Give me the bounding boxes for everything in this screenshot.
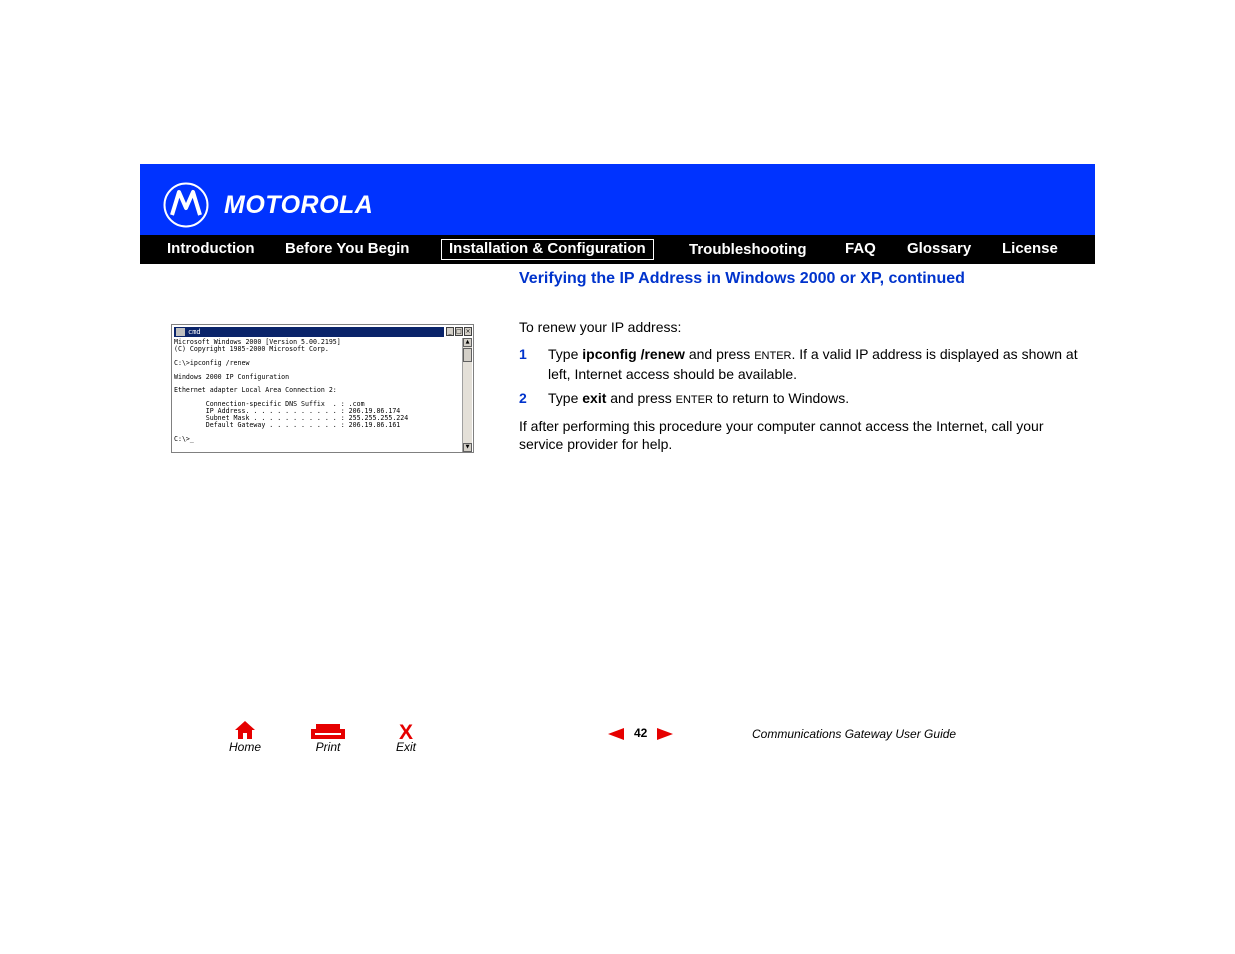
step-number: 2 bbox=[519, 390, 527, 406]
motorola-logo-icon bbox=[163, 182, 209, 228]
exit-icon: X bbox=[398, 721, 413, 744]
cmd-line: Windows 2000 IP Configuration bbox=[174, 372, 290, 381]
close-icon: × bbox=[465, 328, 471, 335]
printer-icon bbox=[310, 724, 346, 740]
minimize-icon: _ bbox=[446, 327, 454, 336]
intro-text: To renew your IP address: bbox=[519, 319, 682, 335]
cmd-line: Connection-specific DNS Suffix . : .com bbox=[174, 400, 365, 409]
cmd-line: C:\>_ bbox=[174, 434, 194, 443]
cmd-title-text: cmd bbox=[188, 328, 201, 336]
cmd-window-screenshot bbox=[171, 324, 474, 453]
next-page-arrow-icon[interactable] bbox=[657, 728, 673, 740]
home-icon bbox=[234, 720, 256, 740]
nav-troubleshooting[interactable]: Troubleshooting bbox=[689, 241, 807, 258]
cmd-window-controls bbox=[446, 327, 472, 337]
exit-label: Exit bbox=[395, 740, 416, 754]
cmd-line: Subnet Mask . . . . . . . . . . . : 255.255.255.224 bbox=[174, 413, 409, 422]
exit-button[interactable] bbox=[388, 722, 424, 754]
closing-paragraph: If after performing this procedure your computer cannot access the Internet, call your service provider for help. bbox=[519, 418, 1044, 452]
cmd-line: C:\>ipconfig /renew bbox=[174, 358, 250, 367]
nav-license[interactable]: License bbox=[1002, 240, 1058, 257]
command-text: ipconfig /renew bbox=[582, 346, 685, 362]
cmd-scrollbar bbox=[462, 338, 472, 452]
step-text: Type ipconfig /renew and press ENTER. If a valid IP address is displayed as shown at left, Internet access should be available. bbox=[548, 346, 1078, 382]
cmd-titlebar bbox=[174, 327, 444, 337]
cmd-line bbox=[174, 429, 462, 436]
command-text: exit bbox=[582, 390, 607, 406]
key-name: ENTER bbox=[675, 394, 713, 406]
key-name: ENTER bbox=[754, 350, 792, 362]
print-button[interactable] bbox=[307, 724, 349, 754]
cmd-output bbox=[174, 339, 462, 451]
nav-before-you-begin[interactable]: Before You Begin bbox=[285, 240, 410, 257]
step-number: 1 bbox=[519, 346, 527, 362]
cmd-window-icon bbox=[176, 328, 185, 336]
scroll-up-icon: ▲ bbox=[463, 338, 472, 347]
cmd-line: Default Gateway . . . . . . . . . : 206.19.86.161 bbox=[174, 420, 401, 429]
step-text: Type exit and press ENTER to return to Windows. bbox=[548, 390, 850, 406]
nav-installation-configuration[interactable]: Installation & Configuration bbox=[441, 239, 654, 260]
cmd-line: Ethernet adapter Local Area Connection 2: bbox=[174, 386, 337, 395]
guide-title: Communications Gateway User Guide bbox=[752, 727, 957, 741]
nav-faq[interactable]: FAQ bbox=[845, 240, 876, 257]
cmd-line: (C) Copyright 1985-2000 Microsoft Corp. bbox=[174, 344, 329, 353]
cmd-line: IP Address. . . . . . . . . . . . : 206.19.86.174 bbox=[174, 407, 401, 416]
cmd-line: Microsoft Windows 2000 [Version 5.00.2195] bbox=[174, 338, 341, 346]
page-number: 42 bbox=[634, 726, 648, 740]
previous-page-arrow-icon[interactable] bbox=[608, 728, 624, 740]
nav-glossary[interactable]: Glossary bbox=[907, 240, 972, 257]
maximize-icon: □ bbox=[456, 328, 462, 335]
nav-introduction[interactable]: Introduction bbox=[167, 240, 255, 257]
brand-wordmark: MOTOROLA bbox=[224, 191, 374, 219]
section-title: Verifying the IP Address in Windows 2000 or XP, continued bbox=[519, 270, 965, 287]
print-label: Print bbox=[315, 740, 341, 754]
home-button[interactable] bbox=[224, 720, 266, 754]
scroll-thumb bbox=[463, 348, 472, 362]
scroll-down-icon: ▼ bbox=[463, 443, 472, 452]
main-nav bbox=[140, 235, 1095, 264]
home-label: Home bbox=[228, 740, 261, 754]
